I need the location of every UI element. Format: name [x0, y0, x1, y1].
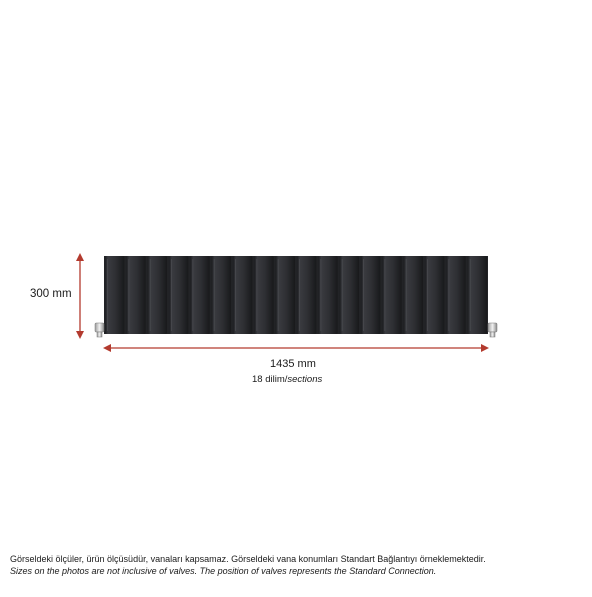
sections-count-label: [252, 374, 322, 385]
sections-label-turkish: 18 dilim/: [252, 374, 288, 385]
width-dimension-label: 1435 mm: [270, 358, 316, 370]
height-dimension-arrow: [76, 253, 84, 339]
left-valve-icon: [95, 323, 104, 337]
note-turkish: Görseldeki ölçüler, ürün ölçüsüdür, vanaları kapsamaz. Görseldeki vana konumları Standart Bağlantıyı örneklemektedir.: [10, 554, 486, 564]
sections-label-english: sections: [287, 374, 323, 385]
height-dimension-label: 300 mm: [30, 288, 72, 300]
note-english: Sizes on the photos are not inclusive of valves. The position of valves represents the Standard Connection.: [10, 566, 437, 576]
radiator-section: [126, 256, 145, 334]
width-dimension-arrow: [103, 344, 489, 352]
right-valve-icon: [488, 323, 497, 337]
